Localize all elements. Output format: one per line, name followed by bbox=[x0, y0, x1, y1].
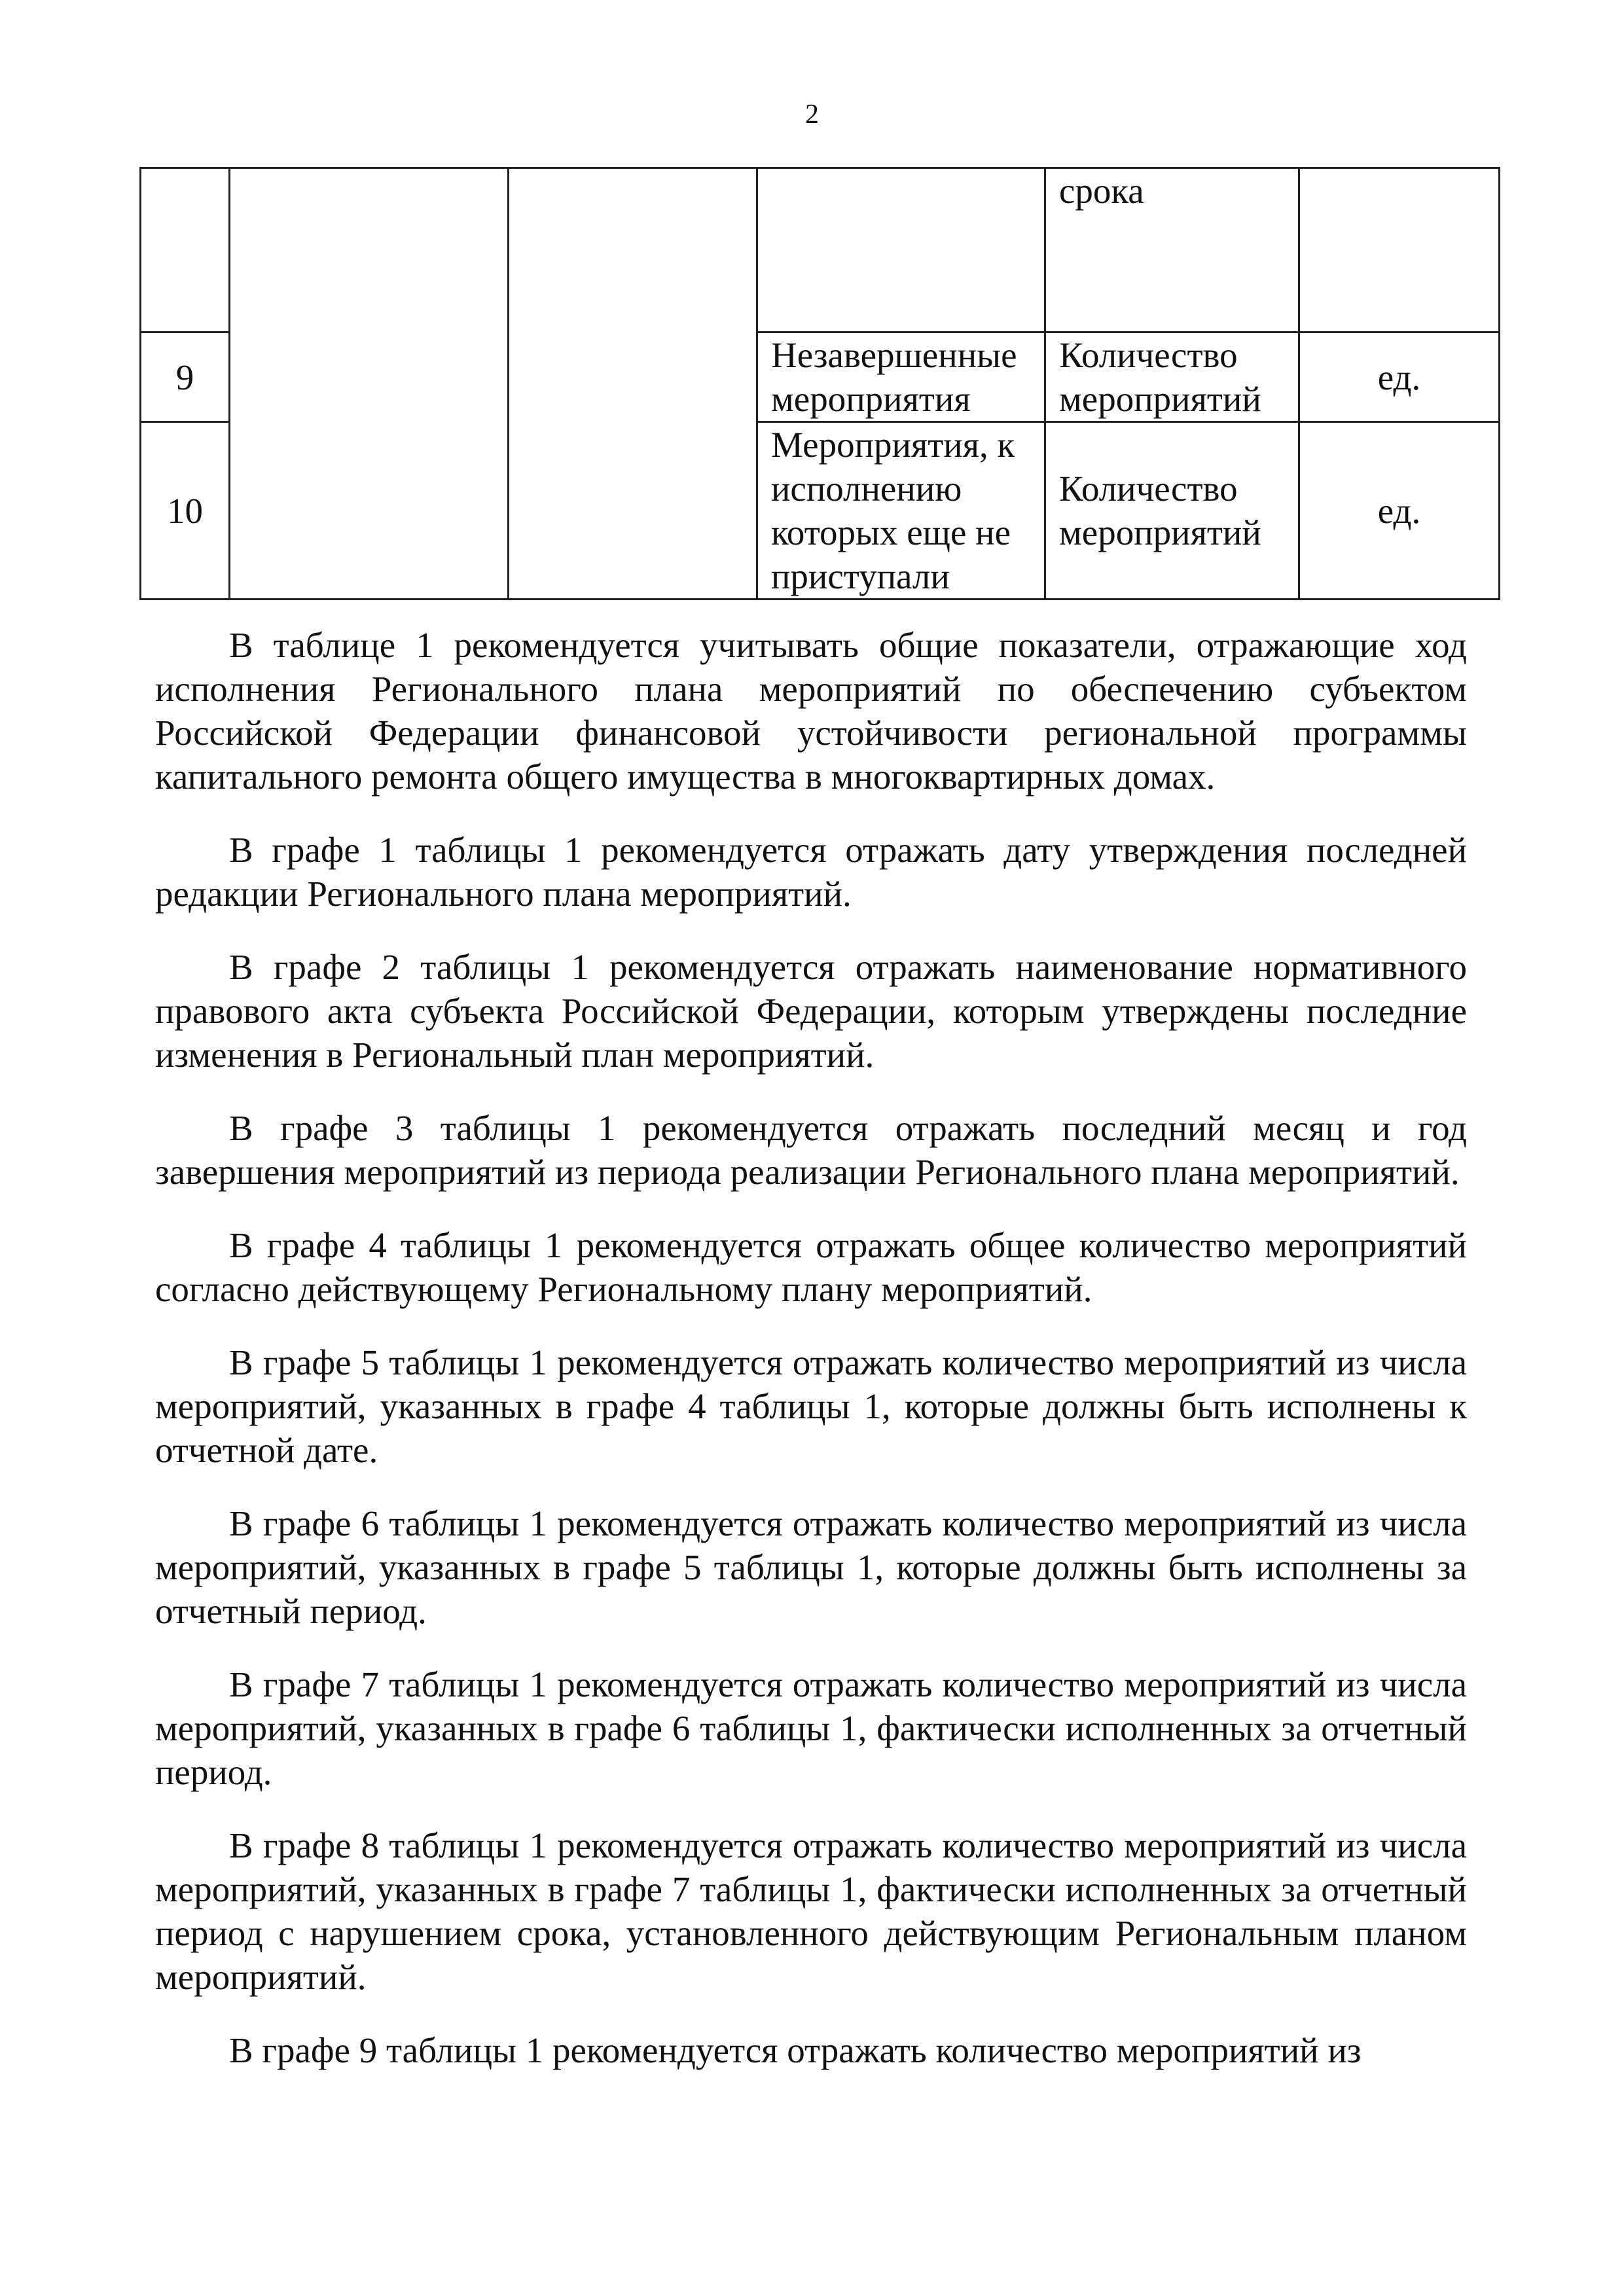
paragraph: В графе 3 таблицы 1 рекомендуется отражать последний месяц и год завершения мероприятий из периода реализации Регионального плана мероприятий. bbox=[155, 1108, 1467, 1192]
indicator-cell: Мероприятия, к исполнению которых еще не приступали bbox=[757, 422, 1045, 600]
measure-cell: Количество мероприятий bbox=[1045, 422, 1299, 600]
paragraph: В графе 6 таблицы 1 рекомендуется отражать количество мероприятий из числа мероприятий, указанных в графе 5 таблицы 1, которые должны быть исполнены за отчетный период. bbox=[155, 1503, 1467, 1631]
paragraph: В графе 1 таблицы 1 рекомендуется отражать дату утверждения последней редакции Регионального плана мероприятий. bbox=[155, 830, 1467, 914]
paragraph: В таблице 1 рекомендуется учитывать общие показатели, отражающие ход исполнения Регионального плана мероприятий по обеспечению субъектом Российской Федерации финансовой устойчивости региональной программы капитального ремонта общего имущества в многоквартирных домах. bbox=[155, 625, 1467, 797]
unit-cell bbox=[1299, 168, 1500, 332]
merged-cell-col2 bbox=[230, 168, 509, 600]
measure-cell: срока bbox=[1045, 168, 1299, 332]
row-number-cell: 9 bbox=[141, 332, 230, 422]
row-number-cell bbox=[141, 168, 230, 332]
table-row bbox=[141, 168, 1500, 332]
paragraph: В графе 5 таблицы 1 рекомендуется отражать количество мероприятий из числа мероприятий, указанных в графе 4 таблицы 1, которые должны быть исполнены к отчетной дате. bbox=[155, 1342, 1467, 1470]
continued-table bbox=[139, 167, 1500, 600]
page-number: 2 bbox=[805, 99, 819, 130]
unit-cell: ед. bbox=[1299, 422, 1500, 600]
paragraph: В графе 9 таблицы 1 рекомендуется отражать количество мероприятий из bbox=[229, 2030, 1362, 2070]
paragraph: В графе 8 таблицы 1 рекомендуется отражать количество мероприятий из числа мероприятий, указанных в графе 7 таблицы 1, фактически исполненных за отчетный период с нарушением срока, установленного действующим Региональным планом мероприятий. bbox=[155, 1825, 1467, 1997]
row-number-cell: 10 bbox=[141, 422, 230, 600]
unit-cell: ед. bbox=[1299, 332, 1500, 422]
paragraph: В графе 4 таблицы 1 рекомендуется отражать общее количество мероприятий согласно действующему Региональному плану мероприятий. bbox=[155, 1225, 1467, 1309]
body-text bbox=[155, 623, 1467, 2102]
paragraph: В графе 2 таблицы 1 рекомендуется отражать наименование нормативного правового акта субъекта Российской Федерации, которым утверждены последние изменения в Региональный план мероприятий. bbox=[155, 947, 1467, 1075]
merged-cell-col3 bbox=[509, 168, 757, 600]
paragraph: В графе 7 таблицы 1 рекомендуется отражать количество мероприятий из числа мероприятий, указанных в графе 6 таблицы 1, фактически исполненных за отчетный период. bbox=[155, 1664, 1467, 1792]
indicator-cell bbox=[757, 168, 1045, 332]
measure-cell: Количество мероприятий bbox=[1045, 332, 1299, 422]
indicator-cell: Незавершенные мероприятия bbox=[757, 332, 1045, 422]
